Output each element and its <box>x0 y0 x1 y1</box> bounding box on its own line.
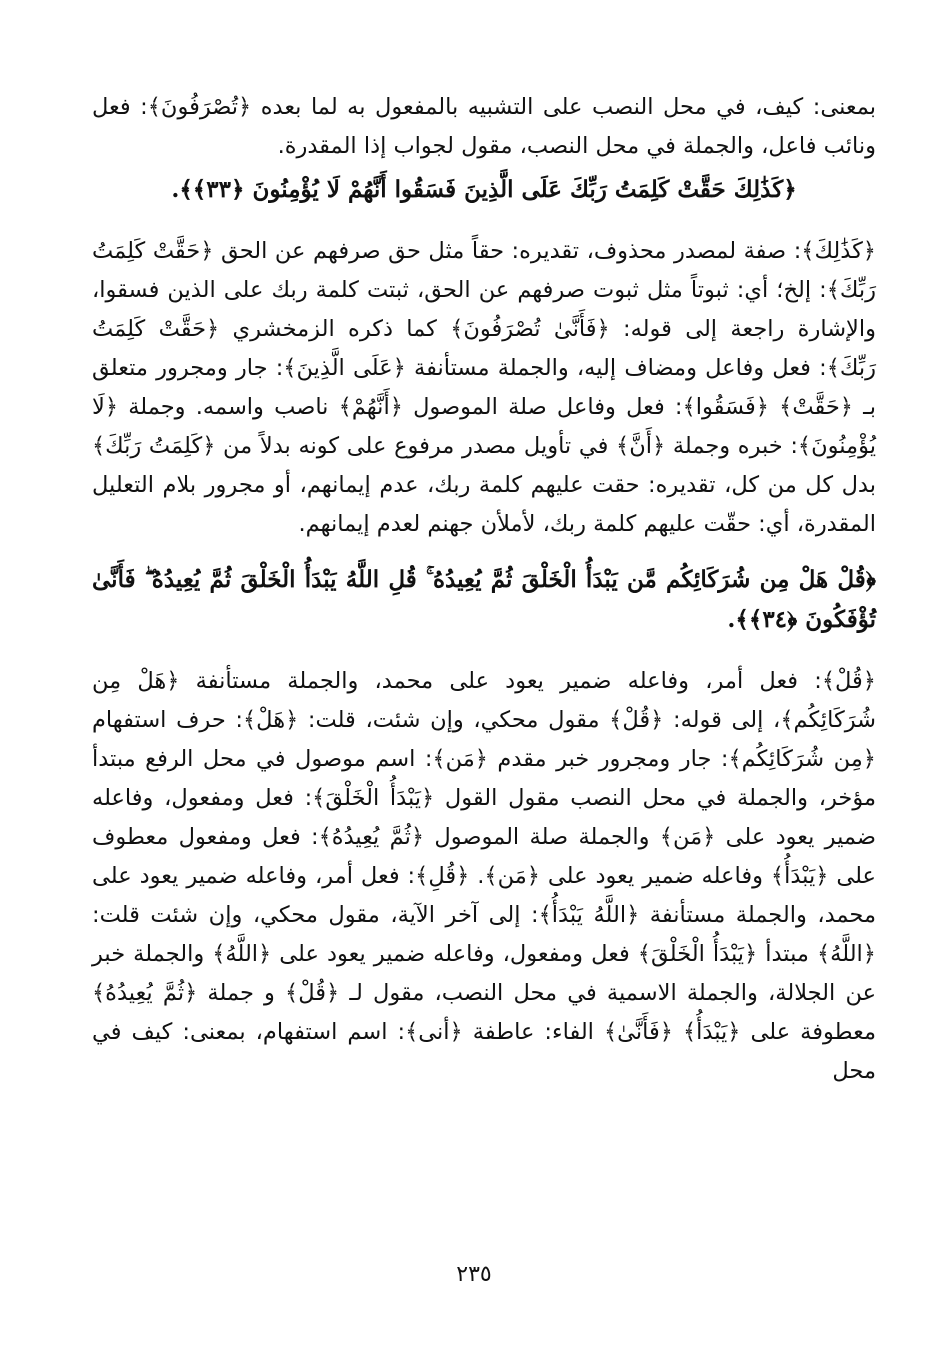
paragraph-verse-34-analysis: ﴿قُلْ﴾: فعل أمر، وفاعله ضمير يعود على محمد، والجملة مستأنفة ﴿هَلْ مِن شُرَكَائِكُم﴾، إلى قوله: ﴿قُلْ﴾ مقول محكي، وإن شئت، قلت: ﴿هَلْ﴾: حرف استفهام ﴿مِن شُرَكَائِكُم﴾: جار ومجرور خبر مقدم ﴿مَن﴾: اسم موصول في محل الرفع مبتدأ مؤخر، والجملة في محل النصب مقول القول ﴿يَبْدَأُ الْخَلْقَ﴾: فعل ومفعول، وفاعله ضمير يعود على ﴿مَن﴾ والجملة صلة الموصول ﴿ثُمَّ يُعِيدُهُ﴾: فعل ومفعول معطوف على ﴿يَبْدَأُ﴾ وفاعله ضمير يعود على ﴿مَن﴾. ﴿قُلِ﴾: فعل أمر، وفاعله ضمير يعود على محمد، والجملة مستأنفة ﴿اللَّهُ يَبْدَأُ﴾: إلى آخر الآية، مقول محكي، وإن شئت قلت: ﴿اللَّهُ﴾ مبتدأ ﴿يَبْدَأُ الْخَلْقَ﴾ فعل ومفعول، وفاعله ضمير يعود على ﴿اللَّهُ﴾ والجملة خبر عن الجلالة، والجملة الاسمية في محل النصب، مقول لـ ﴿قُلْ﴾ و جملة ﴿ثُمَّ يُعِيدُهُ﴾ معطوفة على ﴿يَبْدَأُ﴾ ﴿فَأَنَّىٰ﴾ الفاء: عاطفة ﴿أنى﴾: اسم استفهام، بمعنى: كيف في محل <box>92 668 876 1084</box>
verse-33: ﴿كَذَٰلِكَ حَقَّتْ كَلِمَتُ رَبِّكَ عَلَى الَّذِينَ فَسَقُوا أَنَّهُمْ لَا يُؤْمِنُونَ ﴿٣٣﴾﴾. <box>171 176 797 203</box>
paragraph-verse-33-analysis: ﴿كَذَٰلِكَ﴾: صفة لمصدر محذوف، تقديره: حقاً مثل حق صرفهم عن الحق ﴿حَقَّتْ كَلِمَتُ رَبِّكَ﴾: إلخ؛ أي: ثبوتاً مثل ثبوت صرفهم عن الحق، ثبتت كلمة ربك على الذين فسقوا، والإشارة راجعة إلى قوله: ﴿فَأَنَّىٰ تُصْرَفُونَ﴾ كما ذكره الزمخشري ﴿حَقَّتْ كَلِمَتُ رَبِّكَ﴾: فعل وفاعل ومضاف إليه، والجملة مستأنفة ﴿عَلَى الَّذِينَ﴾: جار ومجرور متعلق بـ ﴿حَقَّتْ﴾ ﴿فَسَقُوا﴾: فعل وفاعل صلة الموصول ﴿أَنَّهُمْ﴾ ناصب واسمه. وجملة ﴿لَا يُؤْمِنُونَ﴾: خبره وجملة ﴿أَنَّ﴾ في تأويل مصدر مرفوع على كونه بدلاً من ﴿كَلِمَتُ رَبِّكَ﴾ بدل كل من كل، تقديره: حقت عليهم كلمة ربك، عدم إيمانهم، أو مجرور بلام التعليل المقدرة، أي: حقّت عليهم كلمة ربك، لأملأن جهنم لعدم إيمانهم. <box>92 238 876 537</box>
page-number: ٢٣٥ <box>456 1262 492 1287</box>
paragraph-opening: بمعنى: كيف، في محل النصب على التشبيه بالمفعول به لما بعده ﴿تُصْرَفُونَ﴾: فعل ونائب فاعل، والجملة في محل النصب، مقول لجواب إذا المقدرة. <box>92 94 876 159</box>
page-body <box>92 88 876 1091</box>
verse-34: ﴿قُلْ هَلْ مِن شُرَكَائِكُم مَّن يَبْدَأُ الْخَلْقَ ثُمَّ يُعِيدُهُ ۚ قُلِ اللَّهُ يَبْدَأُ الْخَلْقَ ثُمَّ يُعِيدُهُ ۖ فَأَنَّىٰ تُؤْفَكُونَ ﴿٣٤﴾﴾. <box>92 566 876 633</box>
